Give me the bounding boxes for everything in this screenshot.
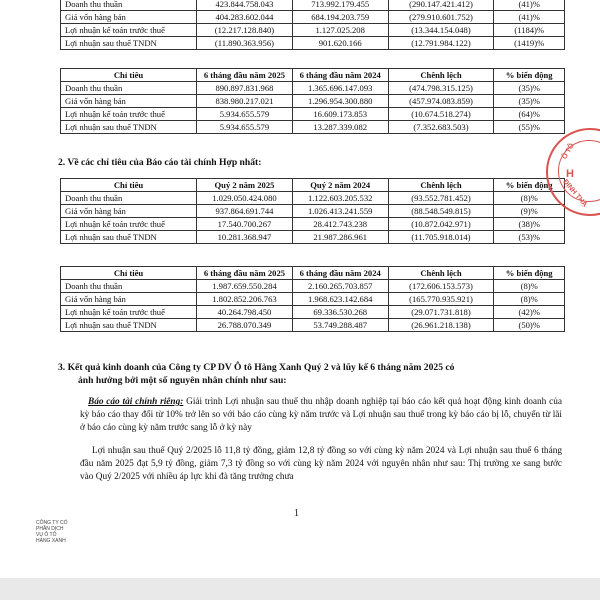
value-cell: 28.412.743.238 bbox=[292, 218, 388, 231]
paragraph-text: Giải trình Lợi nhuận sau thuế thu nhập doanh nghiệp tại báo cáo kết quả hoạt động kinh doanh của kỳ báo cáo thay đổi từ 10% trở lên so với báo cáo cùng kỳ năm trước và Lợi nhuận sau thuế trong kỳ báo cáo bị lỗ, chuyển từ lãi ở báo cáo cùng kỳ năm trước sang lỗ ở kỳ này bbox=[80, 397, 562, 433]
value-cell: 890.897.831.968 bbox=[197, 82, 293, 95]
table-row bbox=[61, 231, 565, 244]
paragraph-separate-report bbox=[80, 396, 562, 434]
table-row bbox=[61, 293, 565, 306]
table-row bbox=[61, 82, 565, 95]
value-cell: 1.026.413.241.559 bbox=[292, 205, 388, 218]
value-cell: (10.674.518.274) bbox=[388, 108, 494, 121]
table-row bbox=[61, 121, 565, 134]
table-row bbox=[61, 11, 565, 24]
value-cell: 2.160.265.703.857 bbox=[292, 280, 388, 293]
table-header-row bbox=[61, 267, 565, 280]
row-label-cell: Lợi nhuận sau thuế TNDN bbox=[61, 37, 197, 50]
table-header-cell: 6 tháng đầu năm 2025 bbox=[197, 267, 293, 280]
value-cell: 16.609.173.853 bbox=[292, 108, 388, 121]
paragraph-profit-explanation: Lợi nhuận sau thuế Quý 2/2025 lỗ 11,8 tỷ đồng, giảm 12,8 tỷ đồng so với cùng kỳ năm 2024 và Lợi nhuận sau thuế 6 tháng đầu năm 2025 đạt 5,9 tỷ đồng, giảm 7,3 tỷ đồng so với cùng kỳ năm 2024 với nguyên nhân như sau: Thị trường xe sang bước vào Quý 2/2025 với nhiều áp lực khi đà tăng trưởng chưa bbox=[80, 446, 562, 482]
table-row bbox=[61, 24, 565, 37]
value-cell: 26.788.070.349 bbox=[197, 319, 293, 332]
table-header-cell: Chênh lệch bbox=[388, 179, 494, 192]
table-header-row bbox=[61, 179, 565, 192]
value-cell: (55)% bbox=[494, 121, 565, 134]
table-header-cell: Quý 2 năm 2024 bbox=[292, 179, 388, 192]
value-cell: 1.029.050.424.080 bbox=[197, 192, 293, 205]
table-row bbox=[61, 306, 565, 319]
value-cell: 1.987.659.550.284 bbox=[197, 280, 293, 293]
row-label-cell: Giá vốn hàng bán bbox=[61, 293, 197, 306]
row-label-cell: Giá vốn hàng bán bbox=[61, 205, 197, 218]
value-cell: (172.606.153.573) bbox=[388, 280, 494, 293]
table-separate-q2 bbox=[60, 0, 565, 50]
value-cell: (290.147.421.412) bbox=[388, 0, 494, 11]
value-cell: 10.281.368.947 bbox=[197, 231, 293, 244]
value-cell: (11.705.918.014) bbox=[388, 231, 494, 244]
value-cell: 684.194.203.759 bbox=[292, 11, 388, 24]
value-cell: (165.770.935.921) bbox=[388, 293, 494, 306]
value-cell: (29.071.731.818) bbox=[388, 306, 494, 319]
value-cell: (1184)% bbox=[494, 24, 565, 37]
value-cell: 5.934.655.579 bbox=[197, 121, 293, 134]
value-cell: 17.540.700.267 bbox=[197, 218, 293, 231]
value-cell: 1.968.623.142.684 bbox=[292, 293, 388, 306]
value-cell: 1.802.852.206.763 bbox=[197, 293, 293, 306]
row-label-cell: Lợi nhuận sau thuế TNDN bbox=[61, 231, 197, 244]
row-label-cell: Giá vốn hàng bán bbox=[61, 95, 197, 108]
value-cell: (26.961.218.138) bbox=[388, 319, 494, 332]
value-cell: (53)% bbox=[494, 231, 565, 244]
row-label-cell: Lợi nhuận sau thuế TNDN bbox=[61, 121, 197, 134]
value-cell: 53.749.288.487 bbox=[292, 319, 388, 332]
value-cell: 713.992.179.455 bbox=[292, 0, 388, 11]
value-cell: 1.122.603.205.532 bbox=[292, 192, 388, 205]
table-row bbox=[61, 280, 565, 293]
section-3-heading bbox=[58, 361, 563, 387]
value-cell: 5.934.655.579 bbox=[197, 108, 293, 121]
value-cell: 1.127.025.208 bbox=[292, 24, 388, 37]
row-label-cell: Doanh thu thuần bbox=[61, 0, 197, 11]
row-label-cell: Lợi nhuận kế toán trước thuế bbox=[61, 306, 197, 319]
table-row bbox=[61, 205, 565, 218]
table-header-cell: Chênh lệch bbox=[388, 69, 494, 82]
company-stamp-note: CÔNG TY CỔ PHẦN DỊCH VỤ Ô TÔ HÀNG XANH bbox=[36, 520, 68, 544]
value-cell: (93.552.781.452) bbox=[388, 192, 494, 205]
value-cell: (38)% bbox=[494, 218, 565, 231]
table-header-cell: % biến động bbox=[494, 267, 565, 280]
row-label-cell: Giá vốn hàng bán bbox=[61, 11, 197, 24]
value-cell: (12.217.128.840) bbox=[197, 24, 293, 37]
table-row bbox=[61, 37, 565, 50]
value-cell: (50)% bbox=[494, 319, 565, 332]
table-row bbox=[61, 0, 565, 11]
section-2-heading: 2. Về các chỉ tiêu của Báo cáo tài chính Hợp nhất: bbox=[58, 157, 262, 168]
value-cell: (11.890.363.956) bbox=[197, 37, 293, 50]
section-3-heading-line1: 3. Kết quả kinh doanh của Công ty CP DV Ô tô Hàng Xanh Quý 2 và lũy kế 6 tháng năm 2025 có bbox=[58, 362, 455, 373]
row-label-cell: Lợi nhuận kế toán trước thuế bbox=[61, 24, 197, 37]
value-cell: 69.336.530.268 bbox=[292, 306, 388, 319]
row-label-cell: Doanh thu thuần bbox=[61, 192, 197, 205]
table-header-cell: 6 tháng đầu năm 2024 bbox=[292, 69, 388, 82]
table-header-cell: Chênh lệch bbox=[388, 267, 494, 280]
row-label-cell: Lợi nhuận kế toán trước thuế bbox=[61, 108, 197, 121]
value-cell: 901.620.166 bbox=[292, 37, 388, 50]
table-row bbox=[61, 319, 565, 332]
table-consolidated-q2 bbox=[60, 178, 565, 244]
table-header-cell: Chỉ tiêu bbox=[61, 69, 197, 82]
value-cell: (41)% bbox=[494, 11, 565, 24]
value-cell: 1.296.954.300.880 bbox=[292, 95, 388, 108]
value-cell: 404.283.602.044 bbox=[197, 11, 293, 24]
value-cell: (42)% bbox=[494, 306, 565, 319]
value-cell: 40.264.798.450 bbox=[197, 306, 293, 319]
table-row bbox=[61, 192, 565, 205]
page-number: 1 bbox=[294, 508, 299, 519]
row-label-cell: Lợi nhuận kế toán trước thuế bbox=[61, 218, 197, 231]
value-cell: (8)% bbox=[494, 293, 565, 306]
table-row bbox=[61, 95, 565, 108]
value-cell: (8)% bbox=[494, 192, 565, 205]
value-cell: (35)% bbox=[494, 95, 565, 108]
table-header-cell: Chỉ tiêu bbox=[61, 179, 197, 192]
value-cell: (279.910.601.752) bbox=[388, 11, 494, 24]
row-label-cell: Doanh thu thuần bbox=[61, 82, 197, 95]
table-header-cell: % biến động bbox=[494, 69, 565, 82]
value-cell: (1419)% bbox=[494, 37, 565, 50]
table-separate-6m bbox=[60, 68, 565, 134]
value-cell: 21.987.286.961 bbox=[292, 231, 388, 244]
company-seal: Ô TÔ H ĐỊNH THẠ bbox=[546, 128, 600, 216]
table-row bbox=[61, 108, 565, 121]
table-header-cell: % biến động bbox=[494, 179, 565, 192]
value-cell: 937.864.691.744 bbox=[197, 205, 293, 218]
table-consolidated-6m bbox=[60, 266, 565, 332]
table-header-cell: 6 tháng đầu năm 2024 bbox=[292, 267, 388, 280]
value-cell: (35)% bbox=[494, 82, 565, 95]
row-label-cell: Doanh thu thuần bbox=[61, 280, 197, 293]
value-cell: (8)% bbox=[494, 280, 565, 293]
row-label-cell: Lợi nhuận sau thuế TNDN bbox=[61, 319, 197, 332]
value-cell: (13.344.154.048) bbox=[388, 24, 494, 37]
value-cell: (474.798.315.125) bbox=[388, 82, 494, 95]
value-cell: (9)% bbox=[494, 205, 565, 218]
table-header-cell: Quý 2 năm 2025 bbox=[197, 179, 293, 192]
value-cell: (41)% bbox=[494, 0, 565, 11]
table-row bbox=[61, 218, 565, 231]
value-cell: (64)% bbox=[494, 108, 565, 121]
paragraph-label: Báo cáo tài chính riêng: bbox=[88, 397, 184, 407]
table-header-cell: Chỉ tiêu bbox=[61, 267, 197, 280]
value-cell: (7.352.683.503) bbox=[388, 121, 494, 134]
value-cell: (10.872.042.971) bbox=[388, 218, 494, 231]
value-cell: 423.844.758.043 bbox=[197, 0, 293, 11]
section-3-heading-line2: ảnh hưởng bởi một số nguyên nhân chính như sau: bbox=[78, 375, 287, 386]
value-cell: 838.980.217.021 bbox=[197, 95, 293, 108]
table-header-row bbox=[61, 69, 565, 82]
value-cell: (88.548.549.815) bbox=[388, 205, 494, 218]
value-cell: (457.974.083.859) bbox=[388, 95, 494, 108]
table-header-cell: 6 tháng đầu năm 2025 bbox=[197, 69, 293, 82]
value-cell: 13.287.339.082 bbox=[292, 121, 388, 134]
value-cell: 1.365.696.147.093 bbox=[292, 82, 388, 95]
value-cell: (12.791.984.122) bbox=[388, 37, 494, 50]
